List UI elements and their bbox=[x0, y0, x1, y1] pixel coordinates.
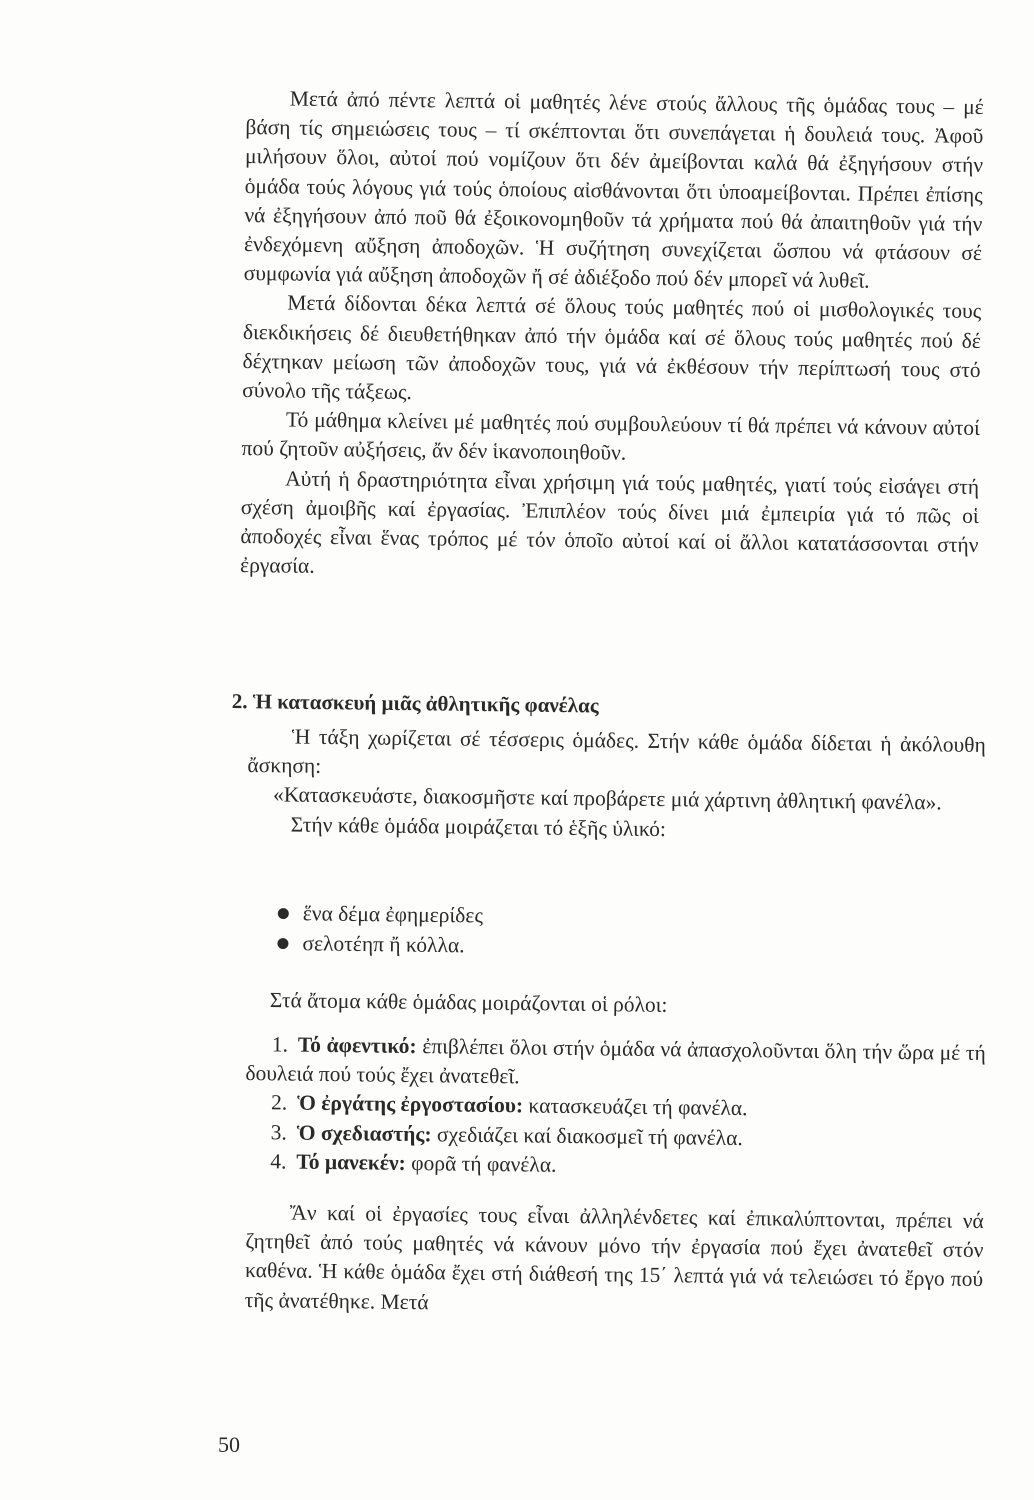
roles-intro: Στά ἄτομα κάθε ὁμάδας μοιράζονται οἱ ρόλοι: bbox=[269, 987, 668, 1017]
roles-list bbox=[244, 1030, 986, 1185]
role-number: 4. bbox=[270, 1149, 287, 1174]
role-number: 3. bbox=[270, 1119, 288, 1145]
list-item-text: σελοτέηπ ἤ κόλλα. bbox=[302, 931, 465, 958]
page-number: 50 bbox=[218, 1432, 240, 1457]
role-item bbox=[245, 1030, 986, 1097]
roles-intro-block bbox=[270, 986, 986, 1024]
role-text: φορᾶ τή φανέλα. bbox=[405, 1150, 557, 1177]
section-intro: Ἡ τάξη χωρίζεται σέ τέσσερις ὁμάδες. Στήν κάθε ὁμάδα δίδεται ἡ ἀκόλουθη ἄσκηση: bbox=[247, 724, 986, 779]
role-title: Τό μανεκέν: bbox=[296, 1149, 406, 1175]
paragraph: Μετά δίδονται δέκα λεπτά σέ ὅλους τούς μαθητές πού οἱ μισθολογικές τους διεκδικήσεις δέ διευθετήθηκαν ἀπό τήν ὁμάδα καί σέ ὅλους τούς μαθητές πού δέ δέχτηκαν μείωση τῶν ἀποδοχῶν τους, γιά νά ἐκθέσουν τήν περίπτωσή τους στό σύνολο τῆς τάξεως. bbox=[242, 290, 982, 405]
paragraph: Ἄν καί οἱ ἐργασίες τους εἶναι ἀλληλένδετες καί ἐπικαλύπτονται, πρέπει νά ζητηθεῖ ἀπό τούς μαθητές νά κάνουν μόνο τήν ἐργασία πού ἔχει ἀνατεθεῖ στόν καθένα. Ἡ κάθε ὁμάδα ἔχει στή διάθεσή της 15΄ λεπτά γιά νά τελειώσει τό ἔργο πού τῆς ἀνατέθηκε. Μετά bbox=[244, 1200, 984, 1314]
materials-list bbox=[277, 898, 778, 964]
list-item bbox=[277, 928, 777, 964]
role-text: ἐπιβλέπει ὅλοι στήν ὁμάδα νά ἀπασχολοῦνται ὅλη τήν ὥρα μέ τή δουλειά πού τούς ἔχει ἀνατεθεῖ. bbox=[245, 1034, 986, 1089]
quote: «Κατασκευάστε, διακοσμῆστε καί προβάρετε μιά χάρτινη ἀθλητική φανέλα». bbox=[272, 782, 942, 815]
role-number: 2. bbox=[270, 1090, 288, 1115]
role-title: Ὁ ἐργάτης ἐργοστασίου: bbox=[296, 1091, 524, 1118]
bullet-icon bbox=[278, 907, 289, 918]
role-title: Ὁ σχεδιαστής: bbox=[296, 1120, 432, 1146]
closing-text-block bbox=[245, 1198, 984, 1324]
top-text-block bbox=[240, 84, 984, 589]
role-number: 1. bbox=[271, 1032, 289, 1057]
section-text-block bbox=[247, 722, 986, 848]
section-heading: 2. Ἡ κατασκευή μιᾶς ἀθλητικῆς φανέλας bbox=[231, 688, 599, 718]
list-item-text: ἕνα δέμα ἐφημερίδες bbox=[302, 901, 484, 928]
paragraph: Μετά ἀπό πέντε λεπτά οἱ μαθητές λένε στούς ἄλλους τῆς ὁμάδας τους – μέ βάση τίς σημειώσεις τους – τί σκέπτονται ὅτι συνεπάγεται ἡ δουλειά τους. Ἀφοῦ μιλήσουν ὅλοι, αὐτοί πού νομίζουν ὅτι δέν ἀμείβονται καλά θά ἐξηγήσουν στήν ὁμάδα τούς λόγους γιά τούς ὁποίους αἰσθάνονται ὅτι ὑποαμείβονται. Πρέπει ἐπίσης νά ἐξηγήσουν ἀπό ποῦ θά ἐξοικονομηθοῦν τά χρήματα πού θά ἀπαιτηθοῦν γιά τήν ἐνδεχόμενη αὔξηση ἀποδοχῶν. Ἡ συζήτηση συνεχίζεται ὥσπου νά φτάσουν σέ συμφωνία γιά αὔξηση ἀποδοχῶν ἤ σέ ἀδιέξοδο πού δέν μπορεῖ νά λυθεῖ. bbox=[243, 86, 984, 293]
paragraph: Τό μάθημα κλείνει μέ μαθητές πού συμβουλεύουν τί θά πρέπει νά κάνουν αὐτοί πού ζητοῦν αὐξήσεις, ἄν δέν ἱκανοποιηθοῦν. bbox=[241, 407, 980, 466]
role-title: Τό ἀφεντικό: bbox=[297, 1032, 417, 1059]
paragraph: Αὐτή ἡ δραστηριότητα εἶναι χρήσιμη γιά τούς μαθητές, γιατί τούς εἰσάγει στή σχέση ἀμοιβῆς καί ἐργασίας. Ἐπιπλέον τούς δίνει μιά ἐμπειρία γιά τό πῶς οἱ ἀποδοχές εἶναι ἕνας τρόπος μέ τόν ὁποῖο αὐτοί καί οἱ ἄλλοι κατατάσσονται στήν ἐργασία. bbox=[239, 466, 980, 579]
bullet-icon bbox=[277, 937, 288, 948]
role-text: κατασκευάζει τή φανέλα. bbox=[522, 1093, 748, 1121]
materials-intro: Στήν κάθε ὁμάδα μοιράζεται τό ἑξῆς ὑλικό: bbox=[290, 812, 667, 841]
role-text: σχεδιάζει καί διακοσμεῖ τή φανέλα. bbox=[431, 1121, 743, 1150]
